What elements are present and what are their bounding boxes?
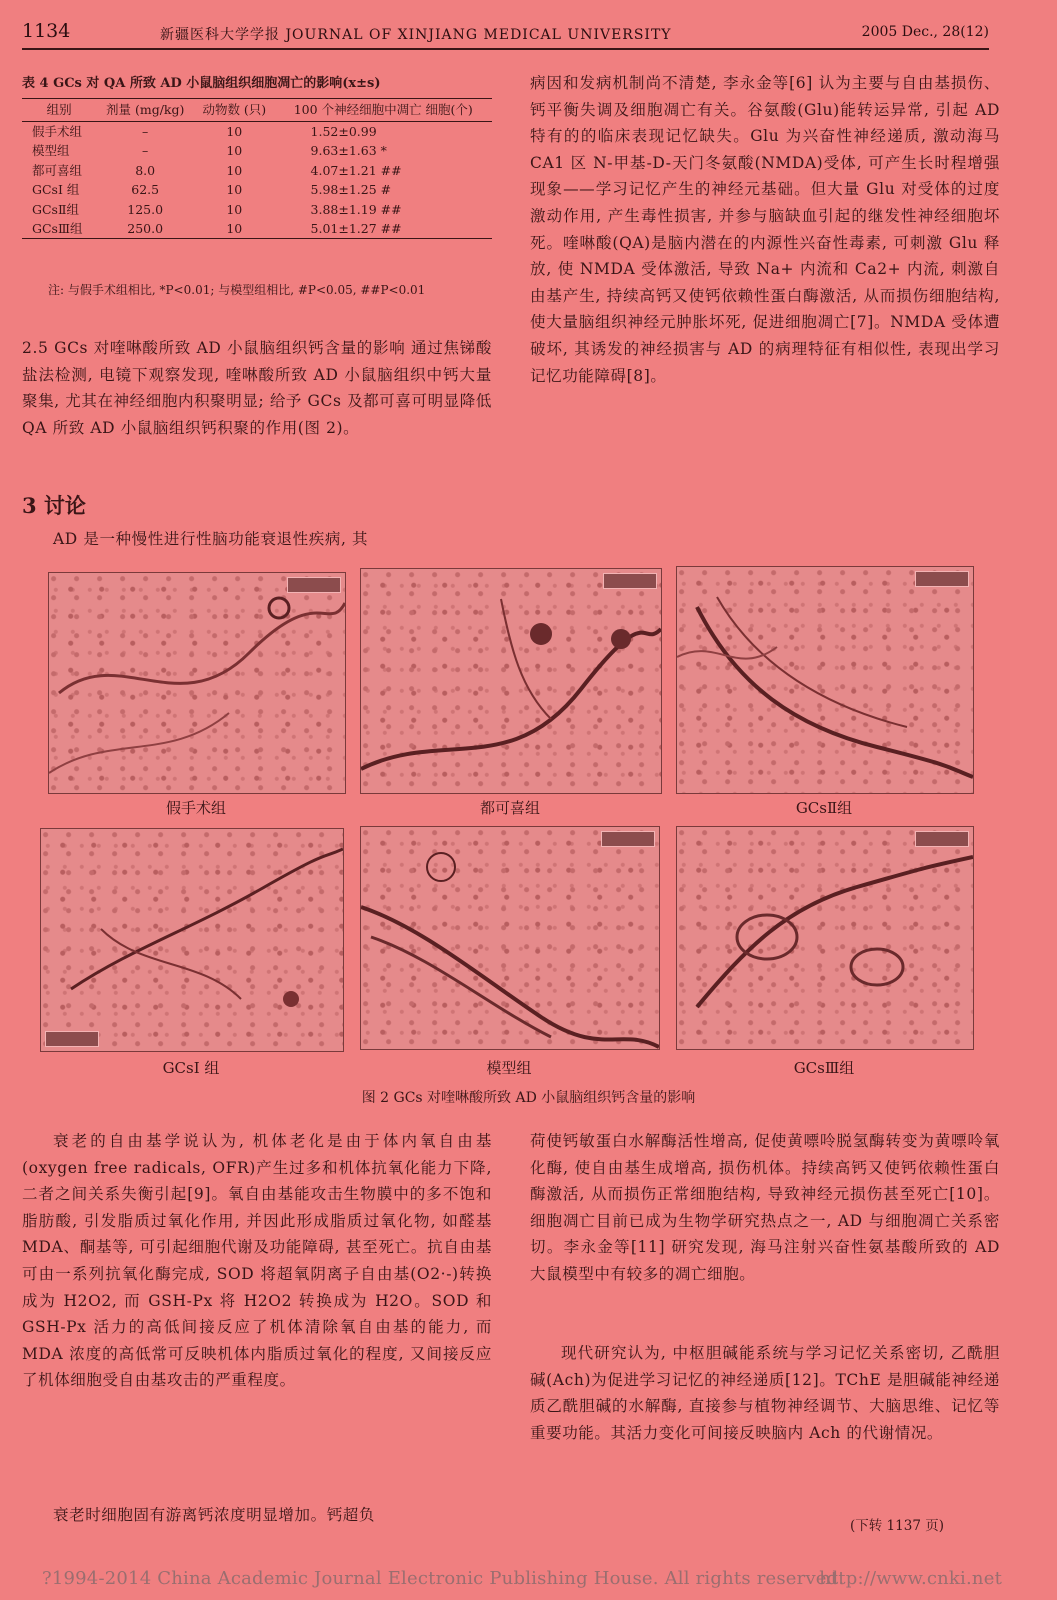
- col-header: 100 个神经细胞中凋亡 细胞(个): [275, 99, 492, 122]
- cell-value: 4.07±1.21 ##: [310, 162, 402, 178]
- cell-group: GCsⅠ 组: [32, 182, 80, 198]
- table-row: [22, 161, 492, 180]
- issue-date: 2005 Dec., 28(12): [861, 24, 989, 40]
- continued-note: (下转 1137 页): [850, 1518, 944, 1534]
- col-header: 组别: [22, 99, 96, 122]
- cell-value: 3.88±1.19 ##: [310, 201, 402, 217]
- apoptosis-para: 荷使钙敏蛋白水解酶活性增高, 促使黄嘌呤脱氢酶转变为黄嘌呤氧化酶, 使自由基生成增高, 损伤机体。持续高钙又使钙依赖性蛋白酶激活, 从而损伤正常细胞结构, 导致神经元损伤甚至死亡[10]。细胞凋亡目前已成为生物学研究热点之一, AD 与细胞凋亡关系密切。李永金等[11] 研究发现, 海马注射兴奋性氨基酸所致的 AD 大鼠模型中有较多的凋亡细胞。: [530, 1132, 1000, 1283]
- running-header: [22, 14, 989, 44]
- cell-value: 5.98±1.25 #: [310, 182, 392, 198]
- cell-n: 10: [226, 143, 243, 159]
- micrograph-gcs-i: [40, 828, 344, 1052]
- cell-dose: –: [142, 143, 149, 159]
- figure-label: GCsⅠ 组: [162, 1059, 220, 1077]
- col-header: 动物数 (只): [194, 99, 274, 122]
- micrograph-gcs-ii: [676, 566, 974, 794]
- micrograph-gcs-iii: [676, 826, 974, 1050]
- header-rule: [22, 48, 989, 50]
- cell-dose: 8.0: [135, 162, 156, 178]
- page-number: 1134: [22, 20, 71, 42]
- cell-value: 1.52±0.99: [310, 124, 377, 139]
- apoptosis-table: [22, 98, 492, 239]
- cell-value: 9.63±1.63 *: [310, 143, 387, 159]
- cell-group: 模型组: [32, 143, 70, 159]
- cell-group: GCsⅡ组: [32, 201, 79, 217]
- cell-group: 假手术组: [32, 124, 83, 139]
- table-note: 注: 与假手术组相比, *P<0.01; 与模型组相比, #P<0.05, ##P<0.01: [48, 283, 426, 297]
- table-row: [22, 141, 492, 160]
- copyright-text: ?1994-2014 China Academic Journal Electronic Publishing House. All rights reserved.: [42, 1568, 845, 1589]
- figure-label: 模型组: [486, 1059, 532, 1077]
- figure-label: 都可喜组: [479, 799, 540, 817]
- micrograph-sham: [48, 572, 346, 794]
- figure-label: 假手术组: [165, 799, 226, 817]
- cell-dose: 250.0: [96, 219, 194, 239]
- figure-label: GCsⅡ组: [795, 799, 853, 817]
- micrograph-model: [360, 826, 660, 1050]
- section-2-5: 2.5 GCs 对喹啉酸所致 AD 小鼠脑组织钙含量的影响 通过焦锑酸盐法检测, 电镜下观察发现, 喹啉酸所致 AD 小鼠脑组织中钙大量聚集, 尤其在神经细胞内积聚明显; 给予 GCs 及都可喜可明显降低 QA 所致 AD 小鼠脑组织钙积聚的作用(图 2)。: [22, 339, 492, 437]
- cell-n: 10: [226, 124, 243, 139]
- cell-n: 10: [226, 182, 243, 198]
- discussion-para-1: AD 是一种慢性进行性脑功能衰退性疾病, 其: [53, 530, 369, 548]
- micrograph-duxil: [360, 568, 662, 794]
- cell-n: 10: [226, 162, 243, 178]
- table-caption: 表 4 GCs 对 QA 所致 AD 小鼠脑组织细胞凋亡的影响(x±s): [22, 76, 381, 91]
- cholinergic-para: 现代研究认为, 中枢胆碱能系统与学习记忆关系密切, 乙酰胆碱(Ach)为促进学习记忆的神经递质[12]。TChE 是胆碱能神经递质乙酰胆碱的水解酶, 直接参与植物神经调节、大脑思维、记忆等重要功能。其活力变化可间接反映脑内 Ach 的代谢情况。: [530, 1344, 1000, 1442]
- cell-dose: 62.5: [131, 182, 160, 198]
- col-header: 剂量 (mg/kg): [96, 99, 194, 122]
- cell-group: 都可喜组: [32, 162, 83, 178]
- section-heading-discussion: 3 讨论: [22, 493, 86, 518]
- figure-caption: 图 2 GCs 对喹啉酸所致 AD 小鼠脑组织钙含量的影响: [361, 1090, 696, 1106]
- cell-dose: 125.0: [127, 201, 164, 217]
- aging-free-radical-para: 衰老的自由基学说认为, 机体老化是由于体内氧自由基(oxygen free radicals, OFR)产生过多和机体抗氧化能力下降, 二者之间关系失衡引起[9]。氧自由基能攻击生物膜中的多不饱和脂肪酸, 引发脂质过氧化作用, 并因此形成脂质过氧化物, 如醛基 MDA、酮基等, 可引起细胞代谢及功能障碍, 甚至死亡。抗自由基可由一系列抗氧化酶完成, SOD 将超氧阴离子自由基(O2·-)转换成为 H2O2, 而 GSH-Px 将 H2O2 转换成为 H2O。SOD 和 GSH-Px 活力的高低间接反应了机体清除氧自由基的能力, 而 MDA 浓度的高低常可反映机体内脂质过氧化的程度, 又间接反应了机体细胞受自由基攻击的严重程度。: [22, 1132, 492, 1390]
- cell-dose: –: [142, 124, 149, 139]
- calcium-para: 衰老时细胞固有游离钙浓度明显增加。钙超负: [53, 1506, 376, 1524]
- cell-n: 10: [194, 219, 274, 239]
- cell-value: 5.01±1.27 ##: [275, 219, 492, 239]
- copyright-footer: [42, 1568, 1002, 1589]
- cell-group: GCsⅢ组: [22, 219, 96, 239]
- discussion-para-right-1: 病因和发病机制尚不清楚, 李永金等[6] 认为主要与自由基损伤、钙平衡失调及细胞凋亡有关。谷氨酸(Glu)能转运异常, 引起 AD 特有的的临床表现记忆缺失。Glu 为兴奋性神经递质, 激动海马 CA1 区 N-甲基-D-天门冬氨酸(NMDA)受体, 可产生长时程增强现象——学习记忆产生的神经元基础。但大量 Glu 对受体的过度激动作用, 产生毒性损害, 并参与脑缺血引起的继发性神经细胞坏死。喹啉酸(QA)是脑内潜在的内源性兴奋性毒素, 可刺激 Glu 释放, 使 NMDA 受体激活, 导致 Na+ 内流和 Ca2+ 内流, 刺激自由基产生, 持续高钙又使钙依赖性蛋白酶激活, 从而损伤细胞结构, 使大量脑组织神经元肿胀坏死, 促进细胞凋亡[7]。NMDA 受体遭破坏, 其诱发的神经损害与 AD 的病理特征有相似性, 表现出学习记忆功能障碍[8]。: [530, 74, 1000, 385]
- table-row: [22, 180, 492, 199]
- table-row: [22, 200, 492, 219]
- table-row: [22, 219, 492, 239]
- journal-name: 新疆医科大学学报 JOURNAL OF XINJIANG MEDICAL UNIVERSITY: [160, 27, 672, 43]
- cnki-url: http://www.cnki.net: [819, 1568, 1002, 1589]
- table-row: [22, 122, 492, 142]
- figure-label: GCsⅢ组: [793, 1059, 855, 1077]
- cell-n: 10: [226, 201, 243, 217]
